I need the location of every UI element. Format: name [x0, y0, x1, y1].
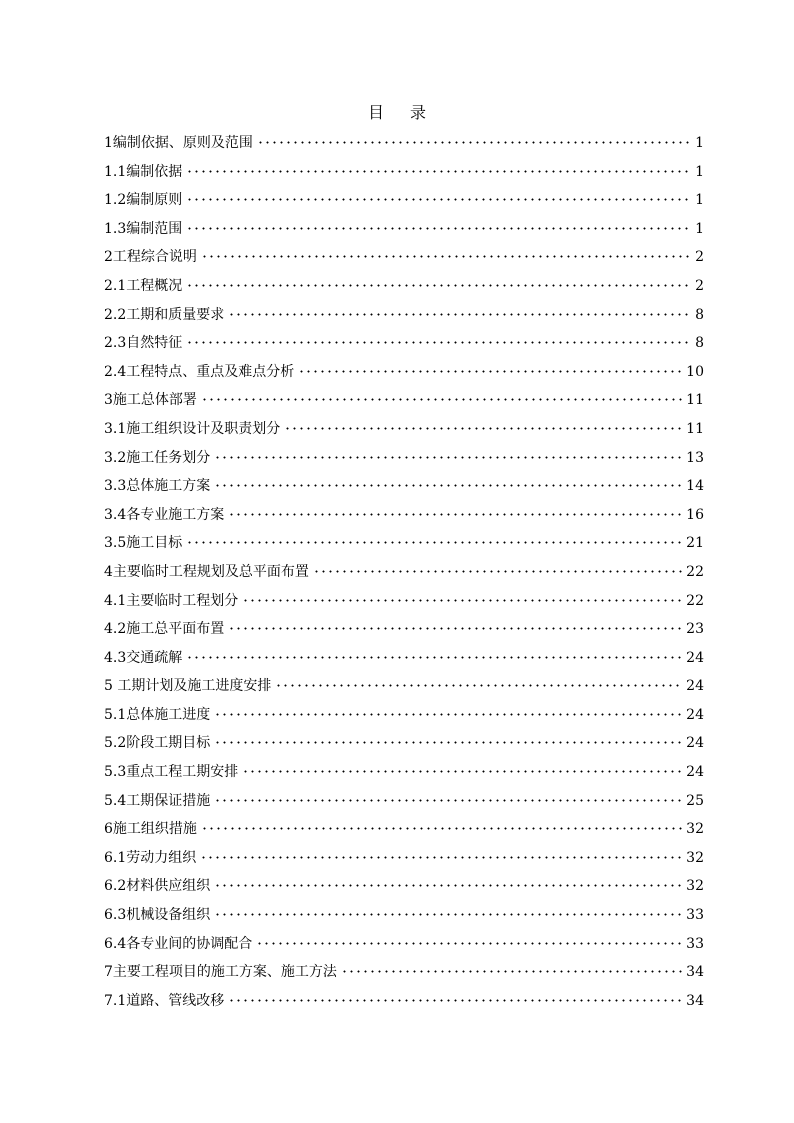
toc-entry-label: 1.1编制依据 — [104, 163, 183, 180]
toc-dot-leader — [313, 570, 683, 573]
toc-entry-label: 3.3总体施工方案 — [104, 478, 211, 495]
toc-entry-page-number: 2 — [695, 277, 704, 294]
toc-entry-page-number: 32 — [686, 849, 704, 866]
toc-entry-label: 3.5施工目标 — [104, 535, 183, 552]
toc-entry-page-number: 11 — [686, 420, 704, 437]
toc-entry[interactable] — [104, 444, 704, 473]
toc-entry-label: 1.3编制范围 — [104, 220, 183, 237]
toc-dot-leader — [214, 913, 683, 916]
toc-dot-leader — [284, 427, 683, 430]
toc-entry-label: 6施工组织措施 — [104, 821, 197, 838]
toc-entry-label: 2工程综合说明 — [104, 249, 197, 266]
toc-entry-label: 2.4工程特点、重点及难点分析 — [104, 363, 295, 380]
toc-entry[interactable] — [104, 558, 704, 587]
toc-entry[interactable] — [104, 930, 704, 959]
toc-entry[interactable] — [104, 158, 704, 187]
toc-entry[interactable] — [104, 729, 704, 758]
toc-entry-label: 1.2编制原则 — [104, 192, 183, 209]
toc-entry[interactable] — [104, 615, 704, 644]
toc-entry[interactable] — [104, 758, 704, 787]
toc-entry-page-number: 1 — [695, 163, 704, 180]
toc-dot-leader — [214, 884, 683, 887]
toc-dot-leader — [275, 684, 683, 687]
toc-entry-label: 6.2材料供应组织 — [104, 878, 211, 895]
toc-entry-page-number: 21 — [686, 535, 704, 552]
toc-entry[interactable] — [104, 329, 704, 358]
toc-entry[interactable] — [104, 243, 704, 272]
toc-entry-label: 6.1劳动力组织 — [104, 849, 197, 866]
toc-entry-page-number: 1 — [695, 135, 704, 151]
toc-dot-leader — [186, 341, 692, 344]
toc-entry-label: 3.2施工任务划分 — [104, 449, 211, 466]
toc-dot-leader — [201, 255, 692, 258]
toc-entry-page-number: 34 — [686, 964, 704, 981]
toc-dot-leader — [186, 284, 692, 287]
toc-dot-leader — [228, 999, 683, 1002]
toc-dot-leader — [186, 656, 683, 659]
toc-title — [0, 101, 794, 125]
toc-dot-leader — [228, 627, 683, 630]
toc-entry[interactable] — [104, 787, 704, 816]
toc-entry-label: 5.4工期保证措施 — [104, 792, 211, 809]
toc-entry[interactable] — [104, 186, 704, 215]
toc-dot-leader — [228, 513, 683, 516]
toc-entry-label: 4.2施工总平面布置 — [104, 621, 225, 638]
toc-title-char-2: 录 — [410, 103, 427, 122]
toc-entry-page-number: 24 — [686, 678, 704, 695]
toc-entry[interactable] — [104, 129, 704, 158]
toc-dot-leader — [214, 456, 683, 459]
toc-entry[interactable] — [104, 529, 704, 558]
toc-entry[interactable] — [104, 415, 704, 444]
toc-entry-page-number: 16 — [686, 506, 704, 523]
toc-entry-label: 5 工期计划及施工进度安排 — [104, 678, 272, 695]
toc-entry[interactable] — [104, 872, 704, 901]
toc-dot-leader — [228, 313, 692, 316]
toc-entry-page-number: 11 — [686, 392, 704, 409]
toc-list — [104, 129, 704, 1015]
toc-entry-label: 7主要工程项目的施工方案、施工方法 — [104, 964, 337, 981]
toc-entry-label: 2.3自然特征 — [104, 335, 183, 352]
toc-dot-leader — [214, 484, 683, 487]
toc-entry[interactable] — [104, 958, 704, 987]
toc-entry-page-number: 22 — [686, 592, 704, 609]
toc-dot-leader — [201, 398, 683, 401]
toc-dot-leader — [186, 198, 692, 201]
toc-entry-page-number: 14 — [686, 478, 704, 495]
toc-entry-label: 2.1工程概况 — [104, 277, 183, 294]
toc-entry[interactable] — [104, 987, 704, 1016]
toc-entry-page-number: 32 — [686, 821, 704, 838]
toc-entry-page-number: 33 — [686, 907, 704, 924]
toc-entry-page-number: 22 — [686, 563, 704, 580]
toc-entry-page-number: 1 — [695, 220, 704, 237]
toc-entry[interactable] — [104, 386, 704, 415]
toc-entry[interactable] — [104, 301, 704, 330]
toc-dot-leader — [256, 942, 683, 945]
toc-entry-label: 2.2工期和质量要求 — [104, 306, 225, 323]
toc-dot-leader — [186, 227, 692, 230]
toc-entry-page-number: 10 — [686, 363, 704, 380]
toc-dot-leader — [242, 599, 683, 602]
toc-dot-leader — [186, 541, 683, 544]
toc-entry-label: 7.1道路、管线改移 — [104, 992, 225, 1009]
toc-entry[interactable] — [104, 701, 704, 730]
toc-entry-label: 5.3重点工程工期安排 — [104, 764, 239, 781]
toc-entry-label: 6.4各专业间的协调配合 — [104, 935, 253, 952]
toc-entry-page-number: 23 — [686, 621, 704, 638]
toc-entry[interactable] — [104, 358, 704, 387]
toc-entry-page-number: 8 — [695, 306, 704, 323]
toc-entry-label: 3施工总体部署 — [104, 392, 197, 409]
toc-entry[interactable] — [104, 215, 704, 244]
toc-entry-label: 3.1施工组织设计及职责划分 — [104, 420, 281, 437]
toc-entry-page-number: 13 — [686, 449, 704, 466]
toc-entry-page-number: 24 — [686, 764, 704, 781]
toc-dot-leader — [214, 741, 683, 744]
toc-dot-leader — [298, 370, 683, 373]
toc-entry-page-number: 2 — [695, 249, 704, 266]
toc-entry-label: 4.3交通疏解 — [104, 649, 183, 666]
toc-entry-page-number: 8 — [695, 335, 704, 352]
toc-dot-leader — [214, 713, 683, 716]
toc-entry-page-number: 33 — [686, 935, 704, 952]
toc-entry[interactable] — [104, 644, 704, 673]
toc-entry-label: 6.3机械设备组织 — [104, 907, 211, 924]
toc-dot-leader — [242, 770, 683, 773]
toc-entry-page-number: 32 — [686, 878, 704, 895]
toc-entry-page-number: 24 — [686, 706, 704, 723]
toc-dot-leader — [186, 170, 692, 173]
toc-entry[interactable] — [104, 815, 704, 844]
toc-entry[interactable] — [104, 472, 704, 501]
toc-title-char-1: 目 — [367, 103, 384, 122]
toc-entry[interactable] — [104, 844, 704, 873]
toc-dot-leader — [200, 856, 683, 859]
toc-entry-page-number: 24 — [686, 735, 704, 752]
toc-entry-label: 5.2阶段工期目标 — [104, 735, 211, 752]
toc-entry[interactable] — [104, 587, 704, 616]
toc-entry-label: 1编制依据、原则及范围 — [104, 135, 253, 151]
toc-dot-leader — [257, 141, 692, 144]
toc-entry-label: 5.1总体施工进度 — [104, 706, 211, 723]
toc-entry[interactable] — [104, 501, 704, 530]
toc-entry-page-number: 1 — [695, 192, 704, 209]
toc-entry-label: 4主要临时工程规划及总平面布置 — [104, 563, 309, 580]
toc-dot-leader — [214, 799, 683, 802]
toc-entry[interactable] — [104, 901, 704, 930]
toc-entry-label: 3.4各专业施工方案 — [104, 506, 225, 523]
toc-entry[interactable] — [104, 272, 704, 301]
toc-dot-leader — [201, 827, 683, 830]
toc-entry[interactable] — [104, 672, 704, 701]
toc-dot-leader — [341, 970, 683, 973]
toc-entry-page-number: 24 — [686, 649, 704, 666]
toc-entry-label: 4.1主要临时工程划分 — [104, 592, 239, 609]
toc-entry-page-number: 25 — [686, 792, 704, 809]
toc-entry-page-number: 34 — [686, 992, 704, 1009]
